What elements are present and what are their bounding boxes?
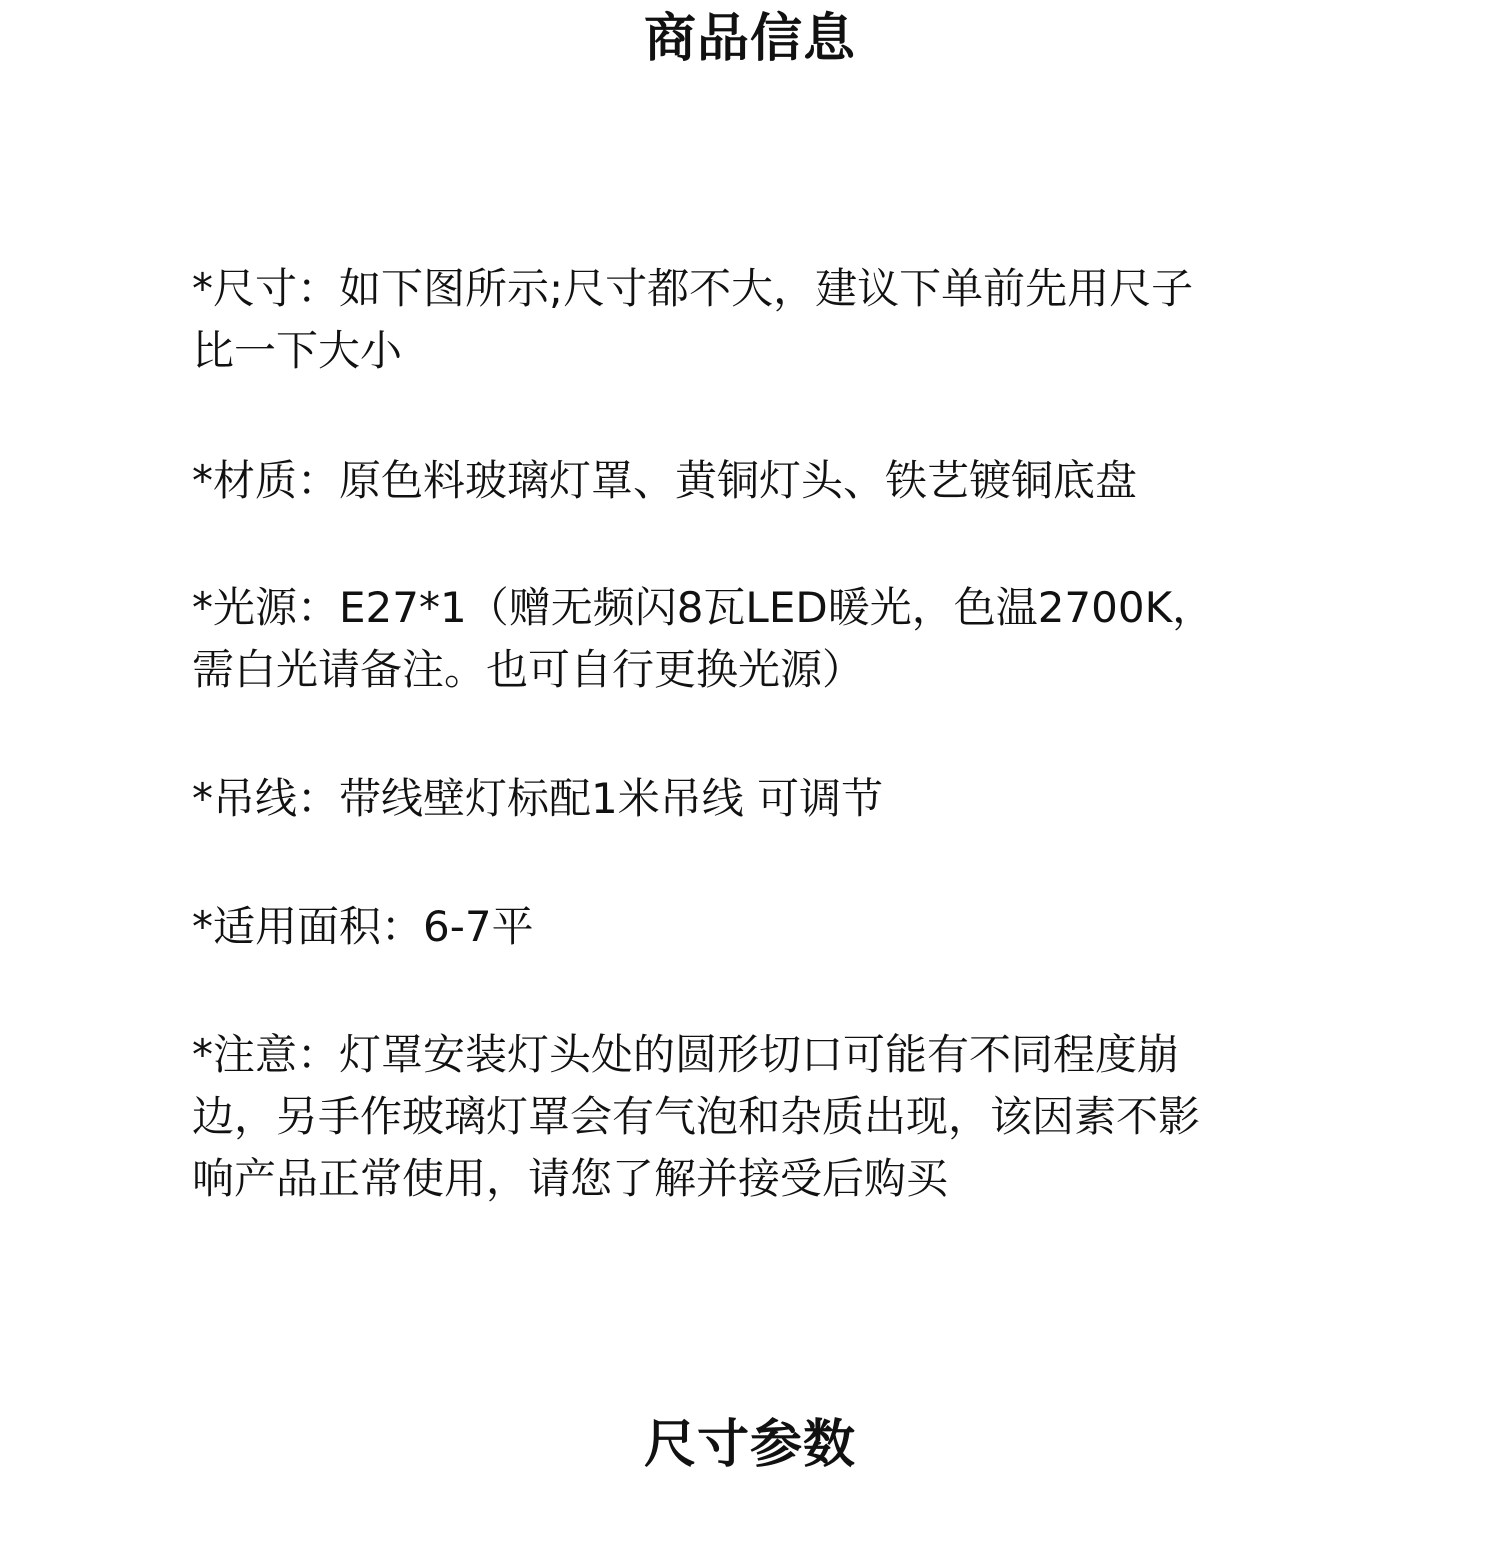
spec-notice-line-1: *注意：灯罩安装灯头处的圆形切口可能有不同程度崩 <box>192 1030 1180 1079</box>
spec-area <box>192 896 1332 958</box>
spec-size-line-2: 比一下大小 <box>192 326 403 375</box>
spec-cable <box>192 768 1332 830</box>
spec-cable-line-1: *吊线：带线壁灯标配1米吊线 可调节 <box>192 774 884 823</box>
spec-size-line-1: *尺寸：如下图所示;尺寸都不大，建议下单前先用尺子 <box>192 264 1194 313</box>
spec-notice-line-3: 响产品正常使用，请您了解并接受后购买 <box>192 1154 949 1203</box>
spec-material-line-1: *材质：原色料玻璃灯罩、黄铜灯头、铁艺镀铜底盘 <box>192 456 1138 505</box>
spec-material <box>192 450 1332 512</box>
spec-size <box>192 258 1332 382</box>
spec-notice <box>192 1024 1332 1210</box>
spec-light-source-line-1: *光源：E27*1（赠无频闪8瓦LED暖光，色温2700K， <box>192 583 1215 632</box>
section-title-product-info: 商品信息 <box>643 9 856 69</box>
spec-light-source <box>192 577 1332 701</box>
spec-light-source-line-2: 需白光请备注。也可自行更换光源） <box>192 645 865 694</box>
spec-area-line-1: *适用面积：6-7平 <box>192 902 534 951</box>
spec-notice-line-2: 边，另手作玻璃灯罩会有气泡和杂质出现，该因素不影 <box>192 1092 1201 1141</box>
section-title-size-params: 尺寸参数 <box>643 1415 856 1475</box>
